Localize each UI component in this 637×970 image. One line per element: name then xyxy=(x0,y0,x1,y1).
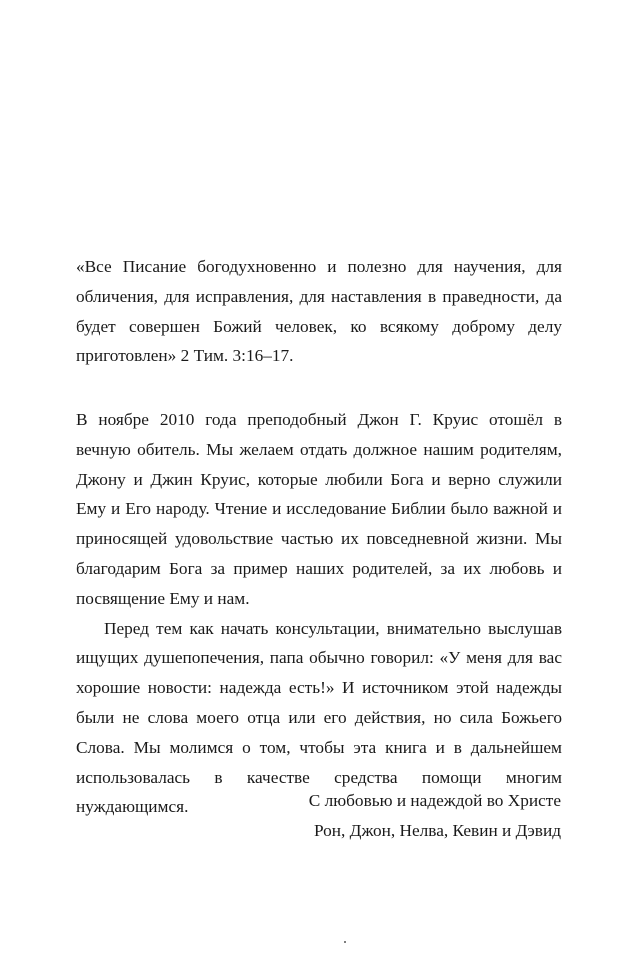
epigraph-quote: «Все Писание богодухновенно и полезно для научения, для обличения, для исправления, для наставления в праведности, да будет совершен Божий человек, ко всякому доброму делу приготовлен» 2 Тим. 3:16–17. xyxy=(76,257,562,366)
dedication-paragraph-2: Перед тем как начать консультации, внимательно выслушав ищущих душепопечения, папа обычно говорил: «У меня для вас хорошие новости: надежда есть!» И источником этой надежды были не слова моего отца или его действия, но сила Божьего Слова. Мы молимся о том, чтобы эта книга и в дальнейшем использовалась в качестве средства помощи многим нуждающимся. xyxy=(76,618,562,817)
signature-line-2: Рон, Джон, Нелва, Кевин и Дэвид xyxy=(313,820,561,840)
signature-line-1: С любовью и надеждой во Христе xyxy=(308,791,561,810)
dedication-block xyxy=(76,405,562,822)
epigraph-block xyxy=(76,252,562,371)
dedication-paragraph-1: В ноябре 2010 года преподобный Джон Г. Круис отошёл в вечную обитель. Мы желаем отдать должное нашим родителям, Джону и Джин Круис, которые любили Бога и верно служили Ему и Его народу. Чтение и исследование Библии было важной и приносящей удовольствие частью их повседневной жизни. Мы благодарим Бога за пример наших родителей, за их любовь и посвящение Ему и нам. xyxy=(76,410,562,608)
page-marker-dot xyxy=(344,941,346,943)
signature-block xyxy=(309,786,561,846)
